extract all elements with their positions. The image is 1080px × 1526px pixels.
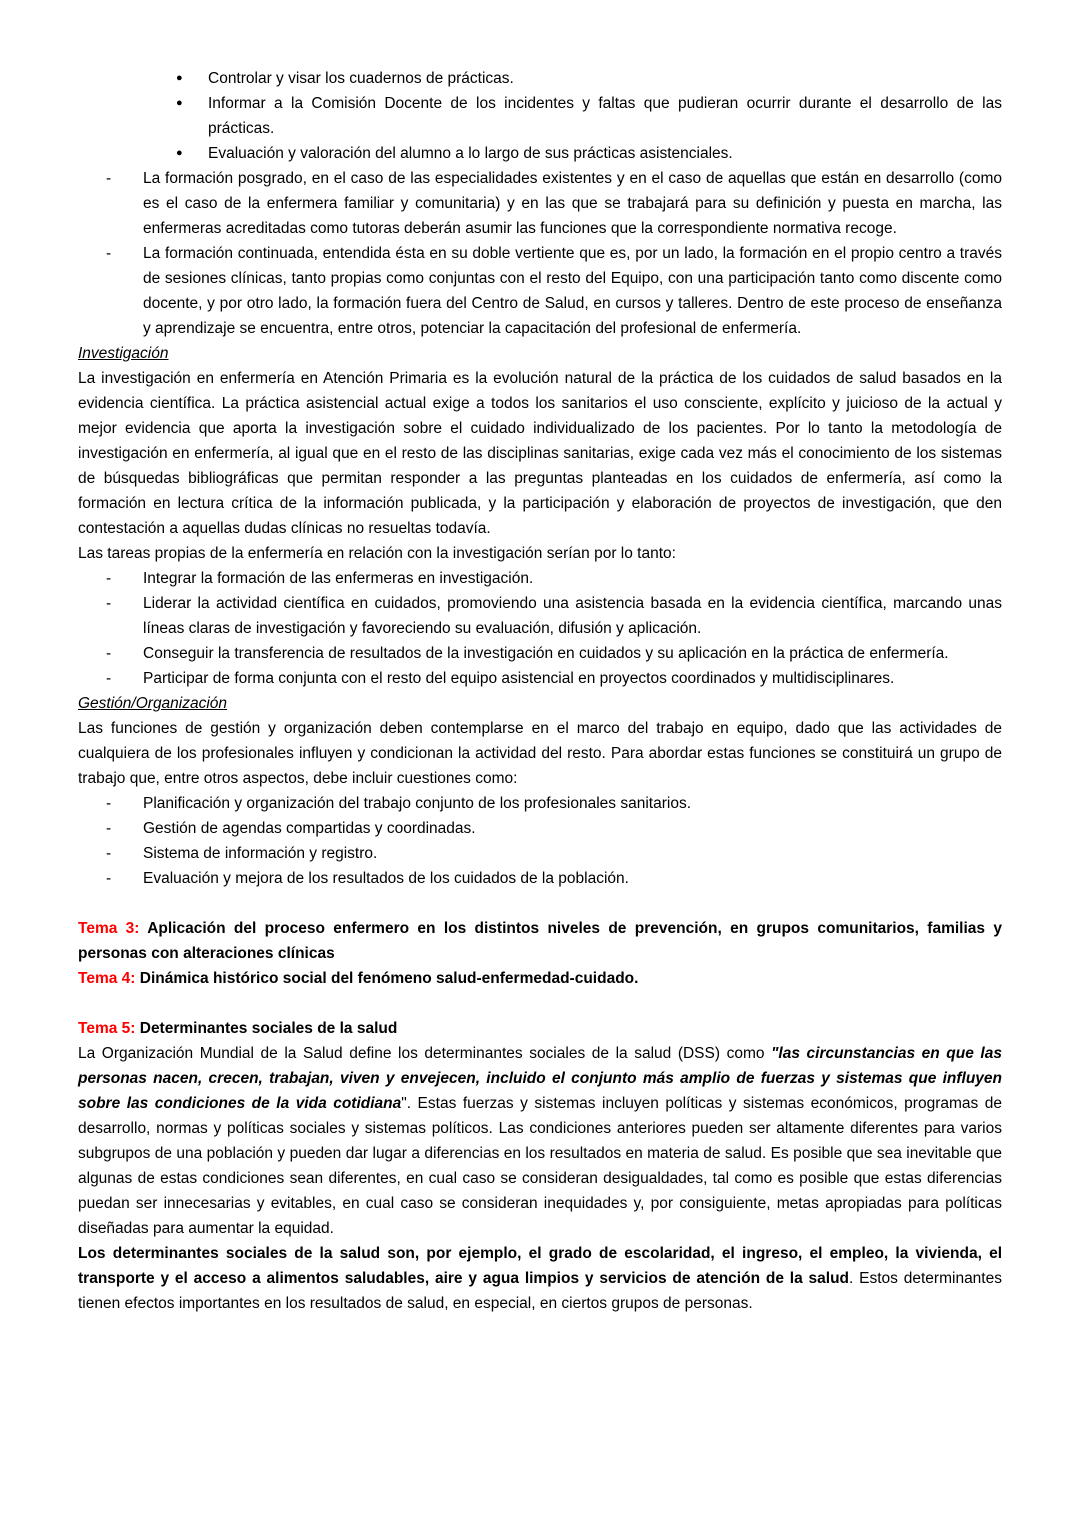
tema-5-line — [78, 1016, 1002, 1041]
dash-item-text: Sistema de información y registro. — [143, 845, 378, 862]
gestion-items-list — [106, 791, 1002, 891]
bullet-item-text: Controlar y visar los cuadernos de prácticas. — [208, 70, 514, 87]
dash-item-text: Gestión de agendas compartidas y coordinadas. — [143, 820, 476, 837]
dash-marker: - — [106, 570, 112, 587]
list-item — [176, 141, 1002, 166]
list-item — [106, 841, 1002, 866]
list-item — [106, 866, 1002, 891]
dash-item-text: Participar de forma conjunta con el resto del equipo asistencial en proyectos coordinados y multidisciplinares. — [143, 670, 895, 687]
bullet-item-text: Informar a la Comisión Docente de los incidentes y faltas que pudieran ocurrir durante el desarrollo de las prácticas. — [208, 95, 1002, 137]
list-item — [106, 591, 1002, 641]
list-item — [106, 791, 1002, 816]
dss-examples-paragraph — [78, 1241, 1002, 1316]
bullet-marker: ● — [176, 72, 183, 84]
dash-marker: - — [106, 645, 112, 662]
dash-marker: - — [106, 170, 112, 187]
dss-definition-paragraph — [78, 1041, 1002, 1241]
formacion-dash-list — [106, 166, 1002, 341]
tema-3-text: Aplicación del proceso enfermero en los distintos niveles de prevención, en grupos comunitarios, familias y personas con alteraciones clínicas — [78, 920, 1002, 962]
tema-5-text: Determinantes sociales de la salud — [135, 1020, 398, 1037]
dash-marker: - — [106, 795, 112, 812]
list-item — [106, 166, 1002, 241]
dss-quote-text: "las circunstancias en que las personas nacen, crecen, trabajan, viven y envejecen, incluido el conjunto más amplio de fuerzas y sistemas que influyen sobre las condiciones de la vida cotidiana — [78, 1045, 1002, 1112]
tema-4-label: Tema 4: — [78, 970, 136, 987]
section-heading-investigacion: Investigación — [78, 345, 169, 362]
dash-marker: - — [106, 245, 112, 262]
list-item — [106, 566, 1002, 591]
practice-tasks-bullet-list — [176, 66, 1002, 166]
dash-marker: - — [106, 670, 112, 687]
dash-item-text: La formación posgrado, en el caso de las especialidades existentes y en el caso de aquellas que están en desarrollo (como es el caso de la enfermera familiar y comunitaria) y en las que se trabajará para su definición y puesta en marcha, las enfermeras acreditadas como tutoras deberán asumir las funciones que la correspondiente normativa recoge. — [143, 170, 1002, 237]
dash-marker: - — [106, 820, 112, 837]
list-item — [176, 91, 1002, 141]
dash-marker: - — [106, 870, 112, 887]
tema-3-line — [78, 916, 1002, 966]
list-item — [106, 241, 1002, 341]
blank-line — [78, 891, 1002, 916]
list-item — [176, 66, 1002, 91]
section-heading-gestion: Gestión/Organización — [78, 695, 228, 712]
dash-item-text: Evaluación y mejora de los resultados de los cuidados de la población. — [143, 870, 629, 887]
dss-examples-bold-text: Los determinantes sociales de la salud son, por ejemplo, el grado de escolaridad, el ingreso, el empleo, la vivienda, el transporte y el acceso a alimentos saludables, aire y agua limpios y servicios de atención de la salud — [78, 1245, 1002, 1287]
dss-intro-text: La Organización Mundial de la Salud define los determinantes sociales de la salud (DSS) como — [78, 1045, 772, 1062]
dash-item-text: Liderar la actividad científica en cuidados, promoviendo una asistencia basada en la evidencia científica, marcando unas líneas claras de investigación y favoreciendo su evaluación, difusión y aplicación. — [143, 595, 1002, 637]
dash-item-text: Conseguir la transferencia de resultados de la investigación en cuidados y su aplicación en la práctica de enfermería. — [143, 645, 949, 662]
tema-4-line — [78, 966, 1002, 991]
list-item — [106, 816, 1002, 841]
bullet-marker: ● — [176, 97, 183, 109]
blank-line — [78, 991, 1002, 1016]
dss-examples-rest-text: . Estos determinantes tienen efectos importantes en los resultados de salud, en especial, en ciertos grupos de personas. — [78, 1270, 1002, 1312]
investigacion-tareas-intro: Las tareas propias de la enfermería en relación con la investigación serían por lo tanto: — [78, 545, 676, 562]
bullet-marker: ● — [176, 147, 183, 159]
dss-rest-text: ". Estas fuerzas y sistemas incluyen políticas y sistemas económicos, programas de desarrollo, normas y políticas sociales y sistemas políticos. Las condiciones anteriores pueden ser altamente diferentes para varios subgrupos de una población y pueden dar lugar a diferencias en los resultados en materia de salud. Es posible que sea inevitable que algunas de estas condiciones sean diferentes, en cual caso se consideran desigualdades, tal como es posible que estas diferencias puedan ser innecesarias y evitables, en cual caso se consideran inequidades y, por consiguiente, metas apropiadas para políticas diseñadas para aumentar la equidad. — [78, 1095, 1002, 1237]
bullet-item-text: Evaluación y valoración del alumno a lo largo de sus prácticas asistenciales. — [208, 145, 733, 162]
tema-5-label: Tema 5: — [78, 1020, 136, 1037]
investigacion-paragraph: La investigación en enfermería en Atención Primaria es la evolución natural de la práctica de los cuidados de salud basados en la evidencia científica. La práctica asistencial actual exige a todos los sanitarios el uso consciente, explícito y juicioso de la actual y mejor evidencia que aporta la investigación sobre el cuidado individualizado de los pacientes. Por lo tanto la metodología de investigación en enfermería, al igual que en el resto de las disciplinas sanitarias, exige cada vez más el conocimiento de los sistemas de búsquedas bibliográficas que permitan responder a las preguntas planteadas en los cuidados de enfermería, así como la formación en lectura crítica de la información publicada, y la participación y elaboración de proyectos de investigación, que den contestación a aquellas dudas clínicas no resueltas todavía. — [78, 370, 1002, 537]
dash-marker: - — [106, 845, 112, 862]
investigacion-tareas-list — [106, 566, 1002, 691]
tema-4-text: Dinámica histórico social del fenómeno salud-enfermedad-cuidado. — [135, 970, 639, 987]
dash-item-text: Planificación y organización del trabajo conjunto de los profesionales sanitarios. — [143, 795, 691, 812]
gestion-paragraph: Las funciones de gestión y organización deben contemplarse en el marco del trabajo en equipo, dado que las actividades de cualquiera de los profesionales influyen y condicionan la actividad del resto. Para abordar estas funciones se constituirá un grupo de trabajo que, entre otros aspectos, debe incluir cuestiones como: — [78, 720, 1002, 787]
dash-marker: - — [106, 595, 112, 612]
list-item — [106, 666, 1002, 691]
list-item — [106, 641, 1002, 666]
dash-item-text: La formación continuada, entendida ésta en su doble vertiente que es, por un lado, la formación en el propio centro a través de sesiones clínicas, tanto propias como conjuntas con el resto del Equipo, con una participación tanto como discente como docente, y por otro lado, la formación fuera del Centro de Salud, en cursos y talleres. Dentro de este proceso de enseñanza y aprendizaje se encuentra, entre otros, potenciar la capacitación del profesional de enfermería. — [143, 245, 1002, 337]
tema-3-label: Tema 3: — [78, 920, 140, 937]
dash-item-text: Integrar la formación de las enfermeras en investigación. — [143, 570, 534, 587]
